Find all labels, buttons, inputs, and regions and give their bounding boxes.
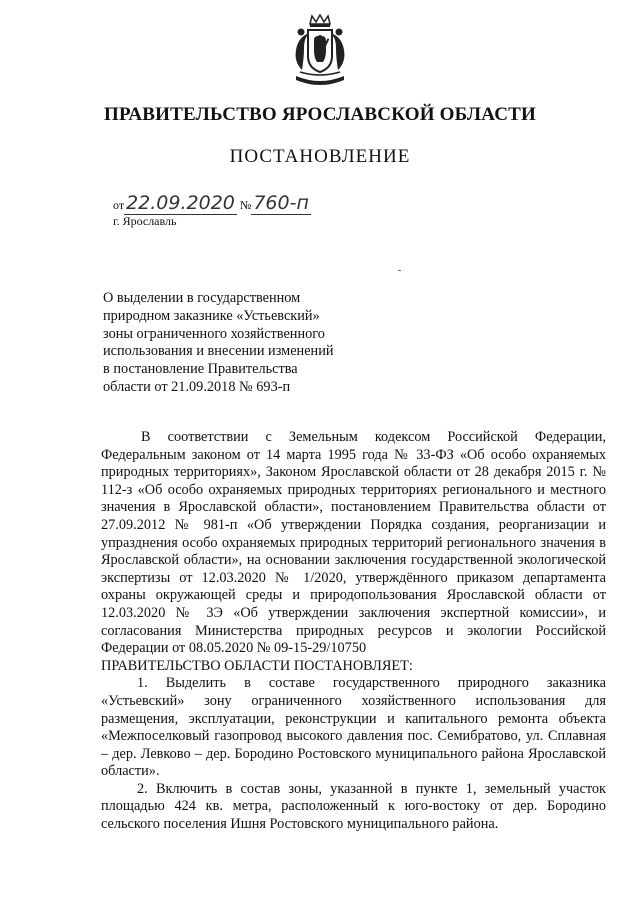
- subject-line: О выделении в государственном: [103, 290, 301, 306]
- number-prefix: №: [239, 198, 252, 212]
- resolution-item-1: 1. Выделить в составе государственного природного заказника «Устьевский» зону ограниченного хозяйственного использования для размещения, эксплуатации, реконструкции и капитального ремонта объекта «Межпоселковый газопровод высокого давления пос. Семибратово, ул. Сплавная – дер. Левково – дер. Бородино Ростовского муниципального района Ярославской области».: [101, 675, 606, 780]
- scan-speck: [398, 270, 401, 271]
- subject-line: использования и внесении изменений: [103, 343, 334, 360]
- subject-line: природном заказнике «Устьевский»: [103, 307, 320, 324]
- document-number: 760-п: [253, 192, 309, 214]
- document-body: [101, 429, 606, 834]
- resolution-item-2: 2. Включить в состав зоны, указанной в пункте 1, земельный участок площадью 424 кв. метра, расположенный к юго-востоку от дер. Бородино сельского поселения Ишня Ростовского муниципального района.: [101, 780, 606, 833]
- document-date: 22.09.2020: [126, 192, 235, 214]
- organization-title: ПРАВИТЕЛЬСТВО ЯРОСЛАВСКОЙ ОБЛАСТИ: [104, 104, 536, 125]
- subject-line: области от 21.09.2018 № 693-п: [103, 378, 291, 395]
- yaroslavl-coat-of-arms-icon: [290, 14, 350, 86]
- subject-line: зоны ограниченного хозяйственного: [103, 325, 325, 342]
- date-prefix: от: [113, 198, 125, 212]
- city: г. Ярославль: [113, 214, 177, 228]
- resolves-heading: ПРАВИТЕЛЬСТВО ОБЛАСТИ ПОСТАНОВЛЯЕТ:: [101, 657, 413, 674]
- preamble-paragraph: В соответствии с Земельным кодексом Российской Федерации, Федеральным законом от 14 марта 1995 года № 33-ФЗ «Об особо охраняемых природных территориях», Законом Ярославской области от 28 декабря 2015 г. № 112-з «Об особо охраняемых природных территориях регионального и местного значения в Ярославской области», постановлением Правительства области от 27.09.2012 № 981-п «Об утверждении Порядка создания, реорганизации и упразднения особо охраняемых природных территорий регионального значения в Ярославской области», на основании заключения государственной экологической экспертизы от 12.03.2020 № 1/2020, утверждённого приказом департамента охраны окружающей среды и природопользования Ярославской области от 12.03.2020 № 3Э «Об утверждении заключения экспертной комиссии», и согласования Министерства природных ресурсов и экологии Российской Федерации от 08.05.2020 № 09-15-29/10750: [101, 429, 606, 657]
- subject-line: в постановление Правительства: [103, 361, 298, 378]
- document-type: ПОСТАНОВЛЕНИЕ: [229, 146, 411, 167]
- date-number-line: [113, 192, 311, 214]
- document-subject: [103, 290, 403, 397]
